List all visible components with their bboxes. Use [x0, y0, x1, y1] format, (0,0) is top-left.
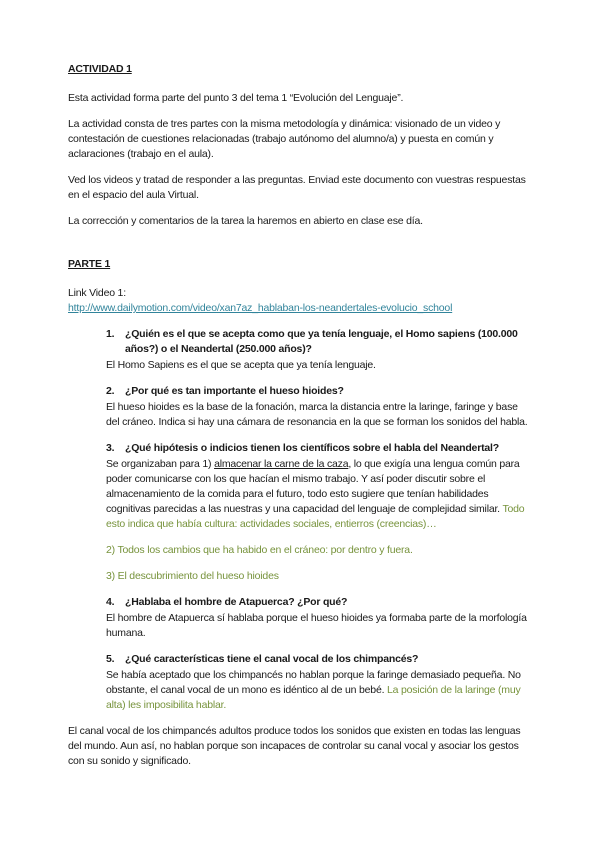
question-1-number: 1. [106, 328, 115, 340]
question-block-2 [106, 384, 532, 430]
question-block-5 [106, 652, 532, 713]
video-link-label: Link Video 1: [68, 287, 126, 299]
intro-paragraph-1: Esta actividad forma parte del punto 3 del tema 1 “Evolución del Lenguaje”. [68, 92, 404, 104]
intro-paragraph-4: La corrección y comentarios de la tarea la haremos en abierto en clase ese día. [68, 215, 423, 227]
answer-run-green: La posición de la laringe (muy alta) les imposibilita hablar. [106, 684, 521, 711]
questions-list [106, 327, 532, 713]
question-2-text: ¿Por qué es tan importante el hueso hioides? [125, 385, 344, 397]
question-1-text: ¿Quién es el que se acepta como que ya tenía lenguaje, el Homo sapiens (100.000 años?) o el Neandertal (250.000 años)? [125, 328, 518, 355]
closing-paragraph: El canal vocal de los chimpancés adultos produce todos los sonidos que existen en todas las lenguas del mundo. Aun así, no hablan porque son incapaces de controlar su canal vocal y asociar los gestos con su sonido y significado. [68, 725, 521, 767]
intro-paragraph-3: Ved los videos y tratad de responder a las preguntas. Enviad este documento con vuestras respuestas en el espacio del aula Virtual. [68, 174, 526, 201]
video-link-block [68, 286, 532, 316]
question-2-line [106, 384, 532, 399]
question-2-number: 2. [106, 385, 115, 397]
question-5-answer [106, 668, 532, 713]
question-5-text: ¿Qué características tiene el canal vocal de los chimpancés? [125, 653, 419, 665]
question-3-number: 3. [106, 442, 115, 454]
video-link[interactable]: http://www.dailymotion.com/video/xan7az_hablaban-los-neandertales-evolucio_school [68, 302, 453, 314]
answer-run-normal: , lo que exigía una lengua común para poder comunicarse con los que hacían el mismo trabajo. Y así poder discutir sobre el almacenamiento de la comida para el futuro, todo esto sugiere que tenían habilidades cognitivas parecidas a las nuestras y una capacidad del lenguaje de complejidad similar. [106, 458, 520, 515]
question-block-1 [106, 327, 532, 373]
parte1-heading-text: PARTE 1 [68, 258, 111, 270]
parte1-heading [68, 257, 532, 272]
doc-title-text: ACTIVIDAD 1 [68, 63, 132, 75]
question-5-number: 5. [106, 653, 115, 665]
question-5-line [106, 652, 532, 667]
question-block-4 [106, 595, 532, 641]
question-1-answer: El Homo Sapiens es el que se acepta que ya tenía lenguaje. [106, 359, 376, 371]
intro-paragraph-2: La actividad consta de tres partes con la misma metodología y dinámica: visionado de un video y contestación de cuestiones relacionadas (trabajo autónomo del alumno/a) y puesta en común y aclaraciones (trabajo en el aula). [68, 118, 501, 160]
question-4-answer: El hombre de Atapuerca sí hablaba porque el hueso hioides ya formaba parte de la morfología humana. [106, 612, 527, 639]
answer-run-underlined: almacenar la carne de la caza [214, 458, 349, 470]
answer-run-green: Todo esto indica que había cultura: actividades sociales, entierros (creencias)… [106, 503, 525, 530]
question-3-answer [106, 457, 532, 532]
doc-title [68, 62, 532, 77]
question-2-answer: El hueso hioides es la base de la fonación, marca la distancia entre la laringe, faringe y base del cráneo. Indica si hay una cámara de resonancia en la que se forman los sonidos del habla. [106, 401, 528, 428]
question-4-text: ¿Hablaba el hombre de Atapuerca? ¿Por qué? [125, 596, 348, 608]
question-1-line [106, 327, 532, 357]
question-3-extra-green-1: 2) Todos los cambios que ha habido en el cráneo: por dentro y fuera. [106, 544, 413, 556]
question-3-text: ¿Qué hipótesis o indicios tienen los científicos sobre el habla del Neandertal? [125, 442, 499, 454]
question-block-3 [106, 441, 532, 584]
answer-run-normal: Se había aceptado que los chimpancés no hablan porque la faringe demasiado pequeña. No obstante, el canal vocal de un mono es idéntico al de un bebé. [106, 669, 521, 696]
question-4-number: 4. [106, 596, 115, 608]
question-3-extra-green-2: 3) El descubrimiento del hueso hioides [106, 570, 279, 582]
question-4-line [106, 595, 532, 610]
answer-run-normal: Se organizaban para 1) [106, 458, 215, 470]
question-3-line [106, 441, 532, 456]
